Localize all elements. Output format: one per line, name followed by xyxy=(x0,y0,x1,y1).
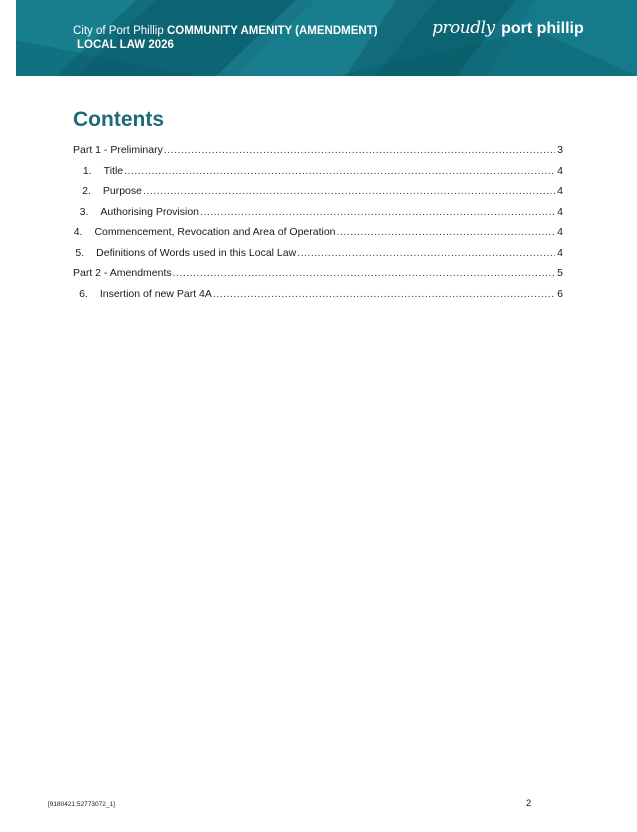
toc-page: 4 xyxy=(557,226,563,238)
toc-number: 1. xyxy=(82,164,92,177)
toc-leader xyxy=(164,144,555,156)
toc-page: 4 xyxy=(557,205,563,218)
toc-label: Commencement, Revocation and Area of Operation xyxy=(94,226,336,238)
footer-page-number: 2 xyxy=(526,798,532,809)
toc-page: 3 xyxy=(557,144,563,156)
brand-logo xyxy=(432,18,584,44)
toc-label: Purpose xyxy=(102,185,142,197)
toc-label: Part 2 - Amendments xyxy=(73,267,172,279)
toc-page: 4 xyxy=(557,164,563,177)
document-title xyxy=(73,24,433,52)
toc-item-1[interactable] xyxy=(73,165,563,186)
toc-page: 4 xyxy=(557,185,563,197)
toc-number: 4. xyxy=(73,226,83,238)
table-of-contents xyxy=(73,144,563,308)
toc-label: Part 1 - Preliminary xyxy=(73,144,163,156)
toc-number: 3. xyxy=(79,205,89,218)
toc-item-6[interactable] xyxy=(73,288,563,309)
contents-heading: Contents xyxy=(73,108,164,131)
toc-number: 6. xyxy=(79,287,88,300)
toc-leader xyxy=(337,226,555,238)
footer-reference: [9180421:52773072_1] xyxy=(48,801,115,808)
toc-leader xyxy=(297,247,555,259)
header-banner xyxy=(16,0,637,76)
toc-label: Definitions of Words used in this Local Law xyxy=(96,246,297,259)
title-prefix: City of Port Phillip xyxy=(73,25,164,37)
title-bold: COMMUNITY AMENITY (AMENDMENT) xyxy=(166,25,378,37)
toc-leader xyxy=(124,165,555,177)
brand-strong: port phillip xyxy=(501,20,584,37)
toc-part-1[interactable] xyxy=(73,144,563,165)
toc-leader xyxy=(200,206,555,218)
toc-item-2[interactable] xyxy=(73,185,563,206)
brand-script: proudly xyxy=(432,18,495,38)
toc-label: Insertion of new Part 4A xyxy=(99,287,212,300)
toc-label: Title xyxy=(103,164,124,177)
toc-part-2[interactable] xyxy=(73,267,563,288)
toc-label: Authorising Provision xyxy=(100,205,200,218)
toc-page: 6 xyxy=(557,287,563,300)
title-line-2: LOCAL LAW 2026 xyxy=(77,39,174,51)
toc-item-5[interactable] xyxy=(73,247,563,268)
toc-page: 4 xyxy=(557,246,563,259)
toc-leader xyxy=(143,185,555,197)
toc-page: 5 xyxy=(557,267,563,279)
toc-leader xyxy=(173,267,555,279)
toc-leader xyxy=(213,288,555,300)
toc-item-3[interactable] xyxy=(73,206,563,227)
toc-number: 2. xyxy=(82,185,91,197)
toc-item-4[interactable] xyxy=(73,226,563,247)
toc-number: 5. xyxy=(75,246,85,259)
